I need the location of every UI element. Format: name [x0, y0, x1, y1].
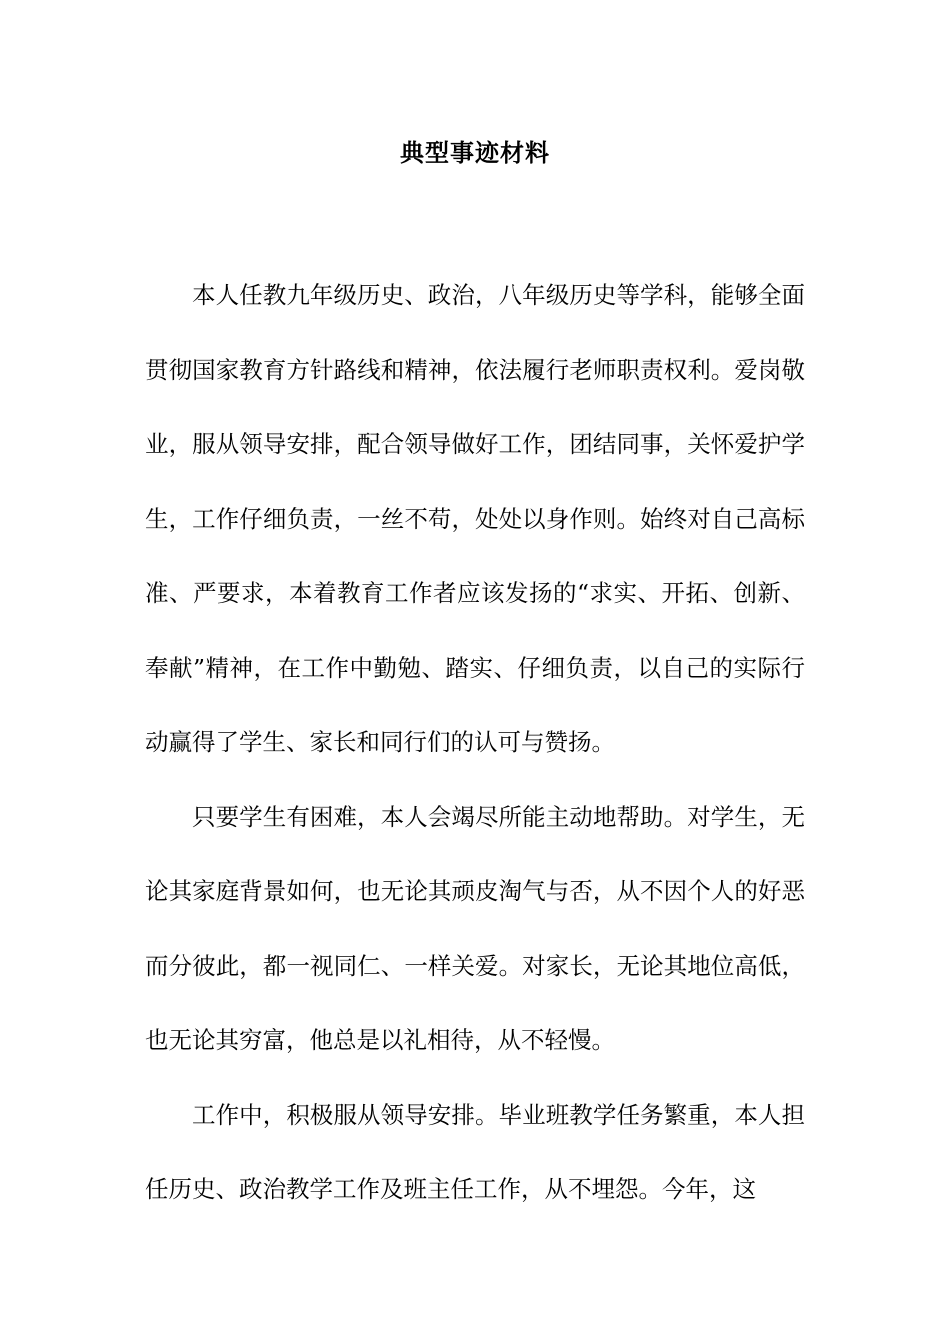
- paragraph: 工作中，积极服从领导安排。毕业班教学任务繁重，本人担任历史、政治教学工作及班主任工作，从不埋怨。今年，这: [145, 1100, 805, 1203]
- document-title: 典型事迹材料: [400, 138, 550, 167]
- paragraph: 本人任教九年级历史、政治，八年级历史等学科，能够全面贯彻国家教育方针路线和精神，依法履行老师职责权利。爱岗敬业，服从领导安排，配合领导做好工作，团结同事，关怀爱护学生，工作仔细负责，一丝不苟，处处以身作则。始终对自己高标准、严要求，本着教育工作者应该发扬的“求实、开拓、创新、奉献”精神，在工作中勤勉、踏实、仔细负责，以自己的实际行动赢得了学生、家长和同行们的认可与赞扬。: [145, 281, 805, 756]
- paragraph: 只要学生有困难，本人会竭尽所能主动地帮助。对学生，无论其家庭背景如何，也无论其顽皮淘气与否，从不因个人的好恶而分彼此，都一视同仁、一样关爱。对家长，无论其地位高低，也无论其穷富，他总是以礼相待，从不轻慢。: [145, 802, 805, 1054]
- document-body: [145, 258, 805, 1227]
